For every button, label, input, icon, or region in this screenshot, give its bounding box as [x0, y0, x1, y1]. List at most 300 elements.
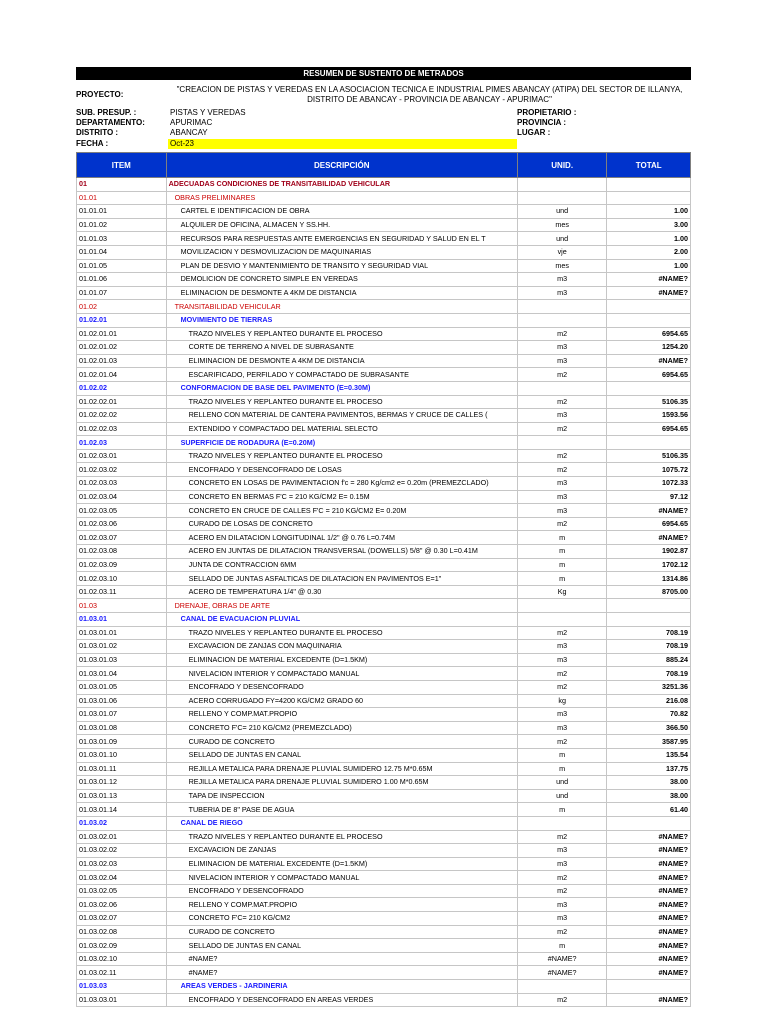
cell-total: #NAME? — [607, 531, 691, 545]
cell-total: 8705.00 — [607, 585, 691, 599]
cell-total — [607, 613, 691, 627]
table-row — [77, 490, 691, 504]
cell-description: CANAL DE RIEGO — [166, 816, 517, 830]
cell-item: 01.02.03.04 — [77, 490, 167, 504]
table-row — [77, 259, 691, 273]
cell-unit: m2 — [517, 884, 607, 898]
column-header-total: TOTAL — [607, 153, 691, 178]
cell-unit: m3 — [517, 708, 607, 722]
cell-item: 01.01.05 — [77, 259, 167, 273]
cell-total: 708.19 — [607, 667, 691, 681]
cell-item: 01.03.01.13 — [77, 789, 167, 803]
table-row — [77, 884, 691, 898]
cell-unit: und — [517, 776, 607, 790]
cell-description: EXCAVACION DE ZANJAS CON MAQUINARIA — [166, 640, 517, 654]
column-header-descripcion: DESCRIPCIÓN — [166, 153, 517, 178]
table-row — [77, 585, 691, 599]
cell-item: 01.02.02.02 — [77, 409, 167, 423]
cell-description: DEMOLICION DE CONCRETO SIMPLE EN VEREDAS — [166, 273, 517, 287]
table-row — [77, 395, 691, 409]
cell-unit: m3 — [517, 912, 607, 926]
cell-description: MOVIMIENTO DE TIERRAS — [166, 313, 517, 327]
cell-item: 01.02.02.01 — [77, 395, 167, 409]
cell-unit: m — [517, 558, 607, 572]
table-row — [77, 409, 691, 423]
sheet-title: RESUMEN DE SUSTENTO DE METRADOS — [76, 67, 691, 80]
cell-unit: mes — [517, 259, 607, 273]
cell-description: ELIMINACION DE DESMONTE A 4KM DE DISTANCIA — [166, 286, 517, 300]
cell-unit — [517, 599, 607, 613]
cell-total: 3587.95 — [607, 735, 691, 749]
table-row — [77, 667, 691, 681]
cell-description: MOVILIZACION Y DESMOVILIZACION DE MAQUINARIAS — [166, 245, 517, 259]
cell-item: 01.03.02.05 — [77, 884, 167, 898]
cell-description: CANAL DE EVACUACION PLUVIAL — [166, 613, 517, 627]
cell-total: #NAME? — [607, 925, 691, 939]
cell-description: CONFORMACION DE BASE DEL PAVIMENTO (E=0.30M) — [166, 381, 517, 395]
cell-unit — [517, 436, 607, 450]
cell-item: 01.02.03.10 — [77, 572, 167, 586]
cell-total: 61.40 — [607, 803, 691, 817]
distrito-label: DISTRITO : — [76, 128, 119, 137]
fecha-value: Oct-23 — [170, 139, 195, 148]
cell-description: NIVELACION INTERIOR Y COMPACTADO MANUAL — [166, 871, 517, 885]
table-row — [77, 232, 691, 246]
cell-unit — [517, 191, 607, 205]
cell-item: 01.02.03.03 — [77, 477, 167, 491]
table-row — [77, 273, 691, 287]
cell-description: #NAME? — [166, 966, 517, 980]
cell-item: 01.01.07 — [77, 286, 167, 300]
cell-description: REJILLA METALICA PARA DRENAJE PLUVIAL SUMIDERO 1.00 M*0.65M — [166, 776, 517, 790]
table-row — [77, 341, 691, 355]
table-row — [77, 558, 691, 572]
cell-description: CURADO DE CONCRETO — [166, 735, 517, 749]
cell-description: RELLENO Y COMP.MAT.PROPIO — [166, 708, 517, 722]
cell-description: ACERO CORRUGADO FY=4200 KG/CM2 GRADO 60 — [166, 694, 517, 708]
cell-description: EXTENDIDO Y COMPACTADO DEL MATERIAL SELECTO — [166, 422, 517, 436]
cell-description: CORTE DE TERRENO A NIVEL DE SUBRASANTE — [166, 341, 517, 355]
cell-unit: m2 — [517, 667, 607, 681]
cell-item: 01.02.03.06 — [77, 517, 167, 531]
table-row — [77, 613, 691, 627]
table-row — [77, 449, 691, 463]
cell-total: #NAME? — [607, 952, 691, 966]
table-row — [77, 939, 691, 953]
table-row — [77, 368, 691, 382]
table-row — [77, 477, 691, 491]
cell-unit — [517, 381, 607, 395]
table-row — [77, 830, 691, 844]
cell-unit: #NAME? — [517, 966, 607, 980]
cell-item: 01.02.03.05 — [77, 504, 167, 518]
cell-unit: m — [517, 803, 607, 817]
table-row — [77, 599, 691, 613]
cell-total: #NAME? — [607, 939, 691, 953]
cell-item: 01.02 — [77, 300, 167, 314]
table-row — [77, 762, 691, 776]
cell-item: 01.03.02.09 — [77, 939, 167, 953]
cell-total: #NAME? — [607, 857, 691, 871]
cell-description: TRAZO NIVELES Y REPLANTEO DURANTE EL PROCESO — [166, 830, 517, 844]
cell-unit: #NAME? — [517, 952, 607, 966]
cell-unit: m3 — [517, 354, 607, 368]
cell-unit: mes — [517, 218, 607, 232]
table-row — [77, 327, 691, 341]
proyecto-line-2: DISTRITO DE ABANCAY - PROVINCIA DE ABANCAY - APURIMAC" — [307, 95, 552, 104]
table-row — [77, 205, 691, 219]
cell-item: 01.03.01.05 — [77, 680, 167, 694]
cell-description: RECURSOS PARA RESPUESTAS ANTE EMERGENCIAS EN SEGURIDAD Y SALUD EN EL T — [166, 232, 517, 246]
cell-total — [607, 313, 691, 327]
table-row — [77, 789, 691, 803]
cell-total: 2.00 — [607, 245, 691, 259]
table-row — [77, 286, 691, 300]
cell-item: 01.03.02.08 — [77, 925, 167, 939]
cell-item: 01.02.01 — [77, 313, 167, 327]
cell-total — [607, 816, 691, 830]
cell-item: 01.03.02.06 — [77, 898, 167, 912]
cell-total: 3.00 — [607, 218, 691, 232]
cell-total: 1.00 — [607, 205, 691, 219]
cell-total: #NAME? — [607, 912, 691, 926]
cell-description: ACERO EN DILATACION LONGITUDINAL 1/2" @ 0.76 L=0.74M — [166, 531, 517, 545]
cell-description: CARTEL E IDENTIFICACION DE OBRA — [166, 205, 517, 219]
table-row — [77, 531, 691, 545]
cell-description: SUPERFICIE DE RODADURA (E=0.20M) — [166, 436, 517, 450]
table-row — [77, 980, 691, 994]
cell-item: 01.03.02.01 — [77, 830, 167, 844]
cell-total: 1072.33 — [607, 477, 691, 491]
cell-description: TRANSITABILIDAD VEHICULAR — [166, 300, 517, 314]
cell-description: TRAZO NIVELES Y REPLANTEO DURANTE EL PROCESO — [166, 395, 517, 409]
cell-unit: m2 — [517, 871, 607, 885]
cell-item: 01.02.02.03 — [77, 422, 167, 436]
cell-total: 97.12 — [607, 490, 691, 504]
cell-description: CONCRETO F'C= 210 KG/CM2 — [166, 912, 517, 926]
cell-description: ENCOFRADO Y DESENCOFRADO — [166, 680, 517, 694]
cell-total — [607, 436, 691, 450]
cell-item: 01.01.01 — [77, 205, 167, 219]
cell-description: OBRAS PRELIMINARES — [166, 191, 517, 205]
cell-total: 1.00 — [607, 232, 691, 246]
table-row — [77, 721, 691, 735]
subpresup-value: PISTAS Y VEREDAS — [170, 108, 246, 117]
cell-description: ENCOFRADO Y DESENCOFRADO — [166, 884, 517, 898]
cell-description: CONCRETO EN BERMAS F'C = 210 KG/CM2 E= 0.15M — [166, 490, 517, 504]
cell-unit: m3 — [517, 490, 607, 504]
cell-total: #NAME? — [607, 273, 691, 287]
cell-item: 01.02.03 — [77, 436, 167, 450]
cell-item: 01.01.04 — [77, 245, 167, 259]
table-row — [77, 925, 691, 939]
cell-unit — [517, 980, 607, 994]
cell-unit: m2 — [517, 368, 607, 382]
cell-item: 01.03.01.02 — [77, 640, 167, 654]
proyecto-line-1: "CREACION DE PISTAS Y VEREDAS EN LA ASOCIACION TECNICA E INDUSTRIAL PIMES ABANCAY (ATIPA) DEL SECTOR DE ILLANYA, — [176, 85, 683, 94]
cell-description: ACERO DE TEMPERATURA 1/4" @ 0.30 — [166, 585, 517, 599]
cell-item: 01.01.03 — [77, 232, 167, 246]
table-row — [77, 952, 691, 966]
cell-item: 01.03.01.03 — [77, 653, 167, 667]
table-row — [77, 245, 691, 259]
cell-item: 01.03.02.03 — [77, 857, 167, 871]
cell-item: 01.01.02 — [77, 218, 167, 232]
metrados-table — [76, 152, 691, 1007]
cell-total: #NAME? — [607, 898, 691, 912]
cell-unit: m3 — [517, 477, 607, 491]
distrito-value: ABANCAY — [170, 128, 208, 137]
cell-total: 708.19 — [607, 640, 691, 654]
cell-unit: m3 — [517, 409, 607, 423]
cell-description: SELLADO DE JUNTAS ASFALTICAS DE DILATACION EN PAVIMENTOS E=1" — [166, 572, 517, 586]
cell-item: 01.02.03.01 — [77, 449, 167, 463]
table-row — [77, 191, 691, 205]
lugar-label: LUGAR : — [517, 128, 551, 137]
cell-item: 01.02.01.02 — [77, 341, 167, 355]
cell-description: PLAN DE DESVIO Y MANTENIMIENTO DE TRANSITO Y SEGURIDAD VIAL — [166, 259, 517, 273]
table-row — [77, 422, 691, 436]
cell-total: #NAME? — [607, 830, 691, 844]
cell-unit — [517, 613, 607, 627]
cell-description: NIVELACION INTERIOR Y COMPACTADO MANUAL — [166, 667, 517, 681]
cell-total: #NAME? — [607, 844, 691, 858]
cell-unit — [517, 178, 607, 192]
cell-unit: und — [517, 205, 607, 219]
table-row — [77, 748, 691, 762]
cell-unit — [517, 816, 607, 830]
cell-total: 1075.72 — [607, 463, 691, 477]
table-row — [77, 572, 691, 586]
table-row — [77, 993, 691, 1007]
cell-total: 6954.65 — [607, 517, 691, 531]
cell-total: 708.19 — [607, 626, 691, 640]
proyecto-value — [168, 85, 691, 105]
cell-unit: m3 — [517, 640, 607, 654]
table-body — [77, 178, 691, 1007]
cell-total: 70.82 — [607, 708, 691, 722]
table-row — [77, 871, 691, 885]
cell-total: #NAME? — [607, 871, 691, 885]
cell-description: TRAZO NIVELES Y REPLANTEO DURANTE EL PROCESO — [166, 449, 517, 463]
departamento-label: DEPARTAMENTO: — [76, 118, 145, 127]
table-row — [77, 857, 691, 871]
cell-item: 01.03.01.11 — [77, 762, 167, 776]
cell-total: 5106.35 — [607, 449, 691, 463]
cell-unit: und — [517, 789, 607, 803]
cell-item: 01 — [77, 178, 167, 192]
table-row — [77, 844, 691, 858]
cell-total: #NAME? — [607, 504, 691, 518]
cell-description: ELIMINACION DE MATERIAL EXCEDENTE (D=1.5KM) — [166, 857, 517, 871]
table-row — [77, 653, 691, 667]
cell-description: CONCRETO EN CRUCE DE CALLES F'C = 210 KG/CM2 E= 0.20M — [166, 504, 517, 518]
cell-unit: m — [517, 531, 607, 545]
cell-description: AREAS VERDES - JARDINERIA — [166, 980, 517, 994]
cell-unit: Kg — [517, 585, 607, 599]
cell-total: 5106.35 — [607, 395, 691, 409]
cell-total — [607, 599, 691, 613]
cell-unit: m2 — [517, 925, 607, 939]
table-row — [77, 898, 691, 912]
cell-item: 01.03.01 — [77, 613, 167, 627]
cell-unit: m2 — [517, 735, 607, 749]
table-row — [77, 776, 691, 790]
cell-description: CONCRETO F'C= 210 KG/CM2 (PREMEZCLADO) — [166, 721, 517, 735]
cell-description: ELIMINACION DE MATERIAL EXCEDENTE (D=1.5KM) — [166, 653, 517, 667]
table-row — [77, 313, 691, 327]
subpresup-label: SUB. PRESUP. : — [76, 108, 137, 117]
cell-total: 38.00 — [607, 776, 691, 790]
fecha-label: FECHA : — [76, 139, 109, 148]
cell-total: #NAME? — [607, 286, 691, 300]
cell-unit: m3 — [517, 844, 607, 858]
cell-description: JUNTA DE CONTRACCION 6MM — [166, 558, 517, 572]
cell-total — [607, 191, 691, 205]
cell-item: 01.02.01.04 — [77, 368, 167, 382]
cell-unit: m2 — [517, 395, 607, 409]
cell-description: DRENAJE, OBRAS DE ARTE — [166, 599, 517, 613]
propietario-label: PROPIETARIO : — [517, 108, 577, 117]
table-row — [77, 735, 691, 749]
provincia-label: PROVINCIA : — [517, 118, 567, 127]
cell-description: RELLENO Y COMP.MAT.PROPIO — [166, 898, 517, 912]
cell-total: 1902.87 — [607, 545, 691, 559]
table-row — [77, 640, 691, 654]
cell-unit: m2 — [517, 680, 607, 694]
departamento-value: APURIMAC — [170, 118, 213, 127]
table-row — [77, 517, 691, 531]
cell-item: 01.03.01.08 — [77, 721, 167, 735]
cell-description: ADECUADAS CONDICIONES DE TRANSITABILIDAD VEHICULAR — [166, 178, 517, 192]
cell-total: #NAME? — [607, 966, 691, 980]
cell-total: 366.50 — [607, 721, 691, 735]
cell-total: 1702.12 — [607, 558, 691, 572]
cell-unit: vje — [517, 245, 607, 259]
table-row — [77, 300, 691, 314]
cell-unit: m3 — [517, 857, 607, 871]
cell-total: 1314.86 — [607, 572, 691, 586]
cell-item: 01.03.01.12 — [77, 776, 167, 790]
cell-total: 38.00 — [607, 789, 691, 803]
cell-description: TUBERIA DE 8" PASE DE AGUA — [166, 803, 517, 817]
cell-item: 01.03.02.07 — [77, 912, 167, 926]
cell-unit: m — [517, 545, 607, 559]
cell-description: ENCOFRADO Y DESENCOFRADO EN AREAS VERDES — [166, 993, 517, 1007]
cell-item: 01.02.03.07 — [77, 531, 167, 545]
fecha-highlight — [168, 139, 517, 149]
table-row — [77, 381, 691, 395]
cell-total: #NAME? — [607, 884, 691, 898]
cell-description: CONCRETO EN LOSAS DE PAVIMENTACION f'c = 280 Kg/cm2 e= 0.20m (PREMEZCLADO) — [166, 477, 517, 491]
cell-item: 01.03.01.07 — [77, 708, 167, 722]
cell-total — [607, 381, 691, 395]
cell-item: 01.02.03.02 — [77, 463, 167, 477]
cell-item: 01.03.01.14 — [77, 803, 167, 817]
cell-item: 01.02.03.09 — [77, 558, 167, 572]
cell-unit: m — [517, 572, 607, 586]
cell-unit: m2 — [517, 830, 607, 844]
cell-unit — [517, 313, 607, 327]
cell-item: 01.03.02.10 — [77, 952, 167, 966]
cell-total — [607, 980, 691, 994]
cell-item: 01.03.01.01 — [77, 626, 167, 640]
table-header-row — [77, 153, 691, 178]
cell-unit: m2 — [517, 517, 607, 531]
cell-description: EXCAVACION DE ZANJAS — [166, 844, 517, 858]
cell-description: CURADO DE LOSAS DE CONCRETO — [166, 517, 517, 531]
cell-unit: m2 — [517, 463, 607, 477]
cell-description: ACERO EN JUNTAS DE DILATACION TRANSVERSAL (DOWELLS) 5/8" @ 0.30 L=0.41M — [166, 545, 517, 559]
cell-unit: m3 — [517, 341, 607, 355]
cell-item: 01.03.01.06 — [77, 694, 167, 708]
cell-unit: m — [517, 939, 607, 953]
cell-description: #NAME? — [166, 952, 517, 966]
cell-total: 6954.65 — [607, 327, 691, 341]
cell-description: ESCARIFICADO, PERFILADO Y COMPACTADO DE SUBRASANTE — [166, 368, 517, 382]
cell-total: 885.24 — [607, 653, 691, 667]
table-row — [77, 680, 691, 694]
cell-total: 1254.20 — [607, 341, 691, 355]
table-row — [77, 436, 691, 450]
cell-description: ENCOFRADO Y DESENCOFRADO DE LOSAS — [166, 463, 517, 477]
cell-total: 135.54 — [607, 748, 691, 762]
cell-item: 01.03.03.01 — [77, 993, 167, 1007]
cell-total: 3251.36 — [607, 680, 691, 694]
cell-description: TRAZO NIVELES Y REPLANTEO DURANTE EL PROCESO — [166, 626, 517, 640]
cell-description: RELLENO CON MATERIAL DE CANTERA PAVIMENTOS, BERMAS Y CRUCE DE CALLES ( — [166, 409, 517, 423]
cell-description: SELLADO DE JUNTAS EN CANAL — [166, 939, 517, 953]
table-row — [77, 218, 691, 232]
cell-unit: m — [517, 748, 607, 762]
cell-unit: m2 — [517, 626, 607, 640]
table-row — [77, 178, 691, 192]
cell-unit: m3 — [517, 286, 607, 300]
cell-description: TAPA DE INSPECCION — [166, 789, 517, 803]
cell-unit: m2 — [517, 327, 607, 341]
cell-unit: m2 — [517, 449, 607, 463]
cell-item: 01.03.02.11 — [77, 966, 167, 980]
table-row — [77, 803, 691, 817]
table-row — [77, 504, 691, 518]
cell-description: CURADO DE CONCRETO — [166, 925, 517, 939]
cell-total: 216.08 — [607, 694, 691, 708]
cell-item: 01.01 — [77, 191, 167, 205]
cell-unit: m — [517, 762, 607, 776]
cell-description: ALQUILER DE OFICINA, ALMACEN Y SS.HH. — [166, 218, 517, 232]
cell-item: 01.03.02.04 — [77, 871, 167, 885]
cell-description: ELIMINACION DE DESMONTE A 4KM DE DISTANCIA — [166, 354, 517, 368]
cell-item: 01.03.02.02 — [77, 844, 167, 858]
cell-unit: m2 — [517, 422, 607, 436]
table-row — [77, 694, 691, 708]
cell-item: 01.03.01.04 — [77, 667, 167, 681]
column-header-item: ITEM — [77, 153, 167, 178]
column-header-unid: UNID. — [517, 153, 607, 178]
cell-total: #NAME? — [607, 354, 691, 368]
cell-unit: und — [517, 232, 607, 246]
cell-description: REJILLA METALICA PARA DRENAJE PLUVIAL SUMIDERO 12.75 M*0.65M — [166, 762, 517, 776]
cell-item: 01.03.03 — [77, 980, 167, 994]
cell-item: 01.02.02 — [77, 381, 167, 395]
cell-unit: kg — [517, 694, 607, 708]
table-row — [77, 708, 691, 722]
table-row — [77, 816, 691, 830]
cell-description: TRAZO NIVELES Y REPLANTEO DURANTE EL PROCESO — [166, 327, 517, 341]
cell-total — [607, 178, 691, 192]
cell-item: 01.01.06 — [77, 273, 167, 287]
cell-item: 01.03.01.09 — [77, 735, 167, 749]
